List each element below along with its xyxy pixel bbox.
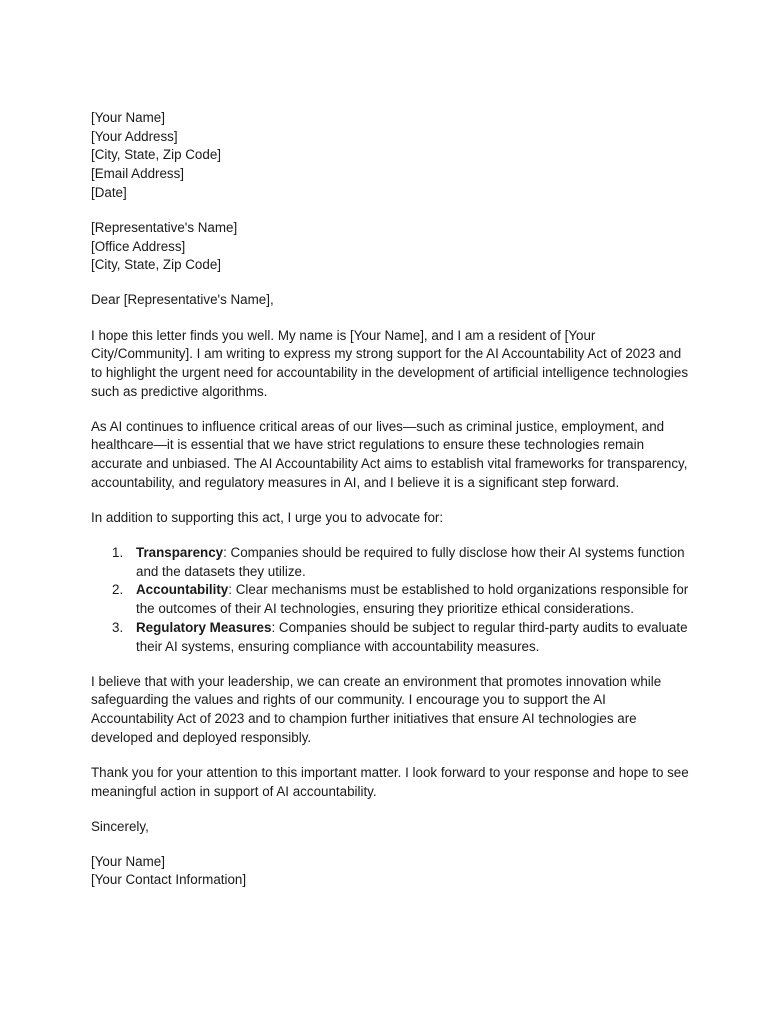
list-item-text: : Clear mechanisms must be established to hold organizations responsible for the outcomes of their AI technologies, ensuring they prioritize ethical considerations. xyxy=(136,582,689,617)
list-item-number: 1. xyxy=(112,545,124,560)
sender-address: [Your Address] xyxy=(91,128,178,144)
sender-email: [Email Address] xyxy=(91,166,185,182)
salutation: Dear [Representative's Name], xyxy=(91,292,274,308)
signature-contact: [Your Contact Information] xyxy=(91,872,247,888)
sender-city-state-zip: [City, State, Zip Code] xyxy=(91,147,221,163)
list-item-title: Regulatory Measures xyxy=(136,619,272,635)
list-item-number: 2. xyxy=(112,582,124,598)
list-item-text: : Companies should be required to fully disclose how their AI systems function and the datasets they utilize. xyxy=(136,545,685,579)
recipient-name: [Representative's Name] xyxy=(91,219,238,235)
recipient-address-block xyxy=(91,219,691,275)
advocate-lead-paragraph: In addition to supporting this act, I urge you to advocate for: xyxy=(91,509,444,525)
list-item xyxy=(112,544,691,581)
recipient-office-address: [Office Address] xyxy=(91,238,186,254)
letter-date: [Date] xyxy=(91,184,127,200)
list-item xyxy=(112,581,691,618)
context-paragraph: As AI continues to influence critical areas of our lives—such as criminal justice, employment, and healthcare—it is essential that we have strict regulations to ensure these technologies remain accurate and unbiased. The AI Accountability Act aims to establish vital frameworks for transparency, accountability, and regulatory measures in AI, and I believe it is a significant step forward. xyxy=(91,418,688,490)
recipient-city-state-zip: [City, State, Zip Code] xyxy=(91,257,221,273)
list-item-text: : Companies should be subject to regular third-party audits to evaluate their AI systems, ensuring compliance with accountability measures. xyxy=(136,619,688,654)
list-item xyxy=(112,619,691,656)
leadership-paragraph: I believe that with your leadership, we can create an environment that promotes innovation while safeguarding the values and rights of our community. I encourage you to support the AI Accountability Act of 2023 and to champion further initiatives that ensure AI technologies are developed and deployed responsibly. xyxy=(91,673,662,745)
valediction: Sincerely, xyxy=(91,818,149,834)
sender-name: [Your Name] xyxy=(91,110,165,125)
list-item-title: Accountability xyxy=(136,582,229,598)
sender-address-block xyxy=(91,109,691,203)
recommendations-list xyxy=(91,544,691,656)
letter-body xyxy=(91,109,691,890)
intro-paragraph: I hope this letter finds you well. My name is [Your Name], and I am a resident of [Your City/Community]. I am writing to express my strong support for the AI Accountability Act of 2023 and to highlight the urgent need for accountability in the development of artificial intelligence technologies such as predictive algorithms. xyxy=(91,327,689,399)
list-item-title: Transparency xyxy=(136,545,224,560)
signature-block xyxy=(91,853,691,890)
signature-name: [Your Name] xyxy=(91,853,165,869)
thanks-paragraph: Thank you for your attention to this important matter. I look forward to your response and hope to see meaningful action in support of AI accountability. xyxy=(91,764,689,799)
list-item-number: 3. xyxy=(112,619,124,635)
